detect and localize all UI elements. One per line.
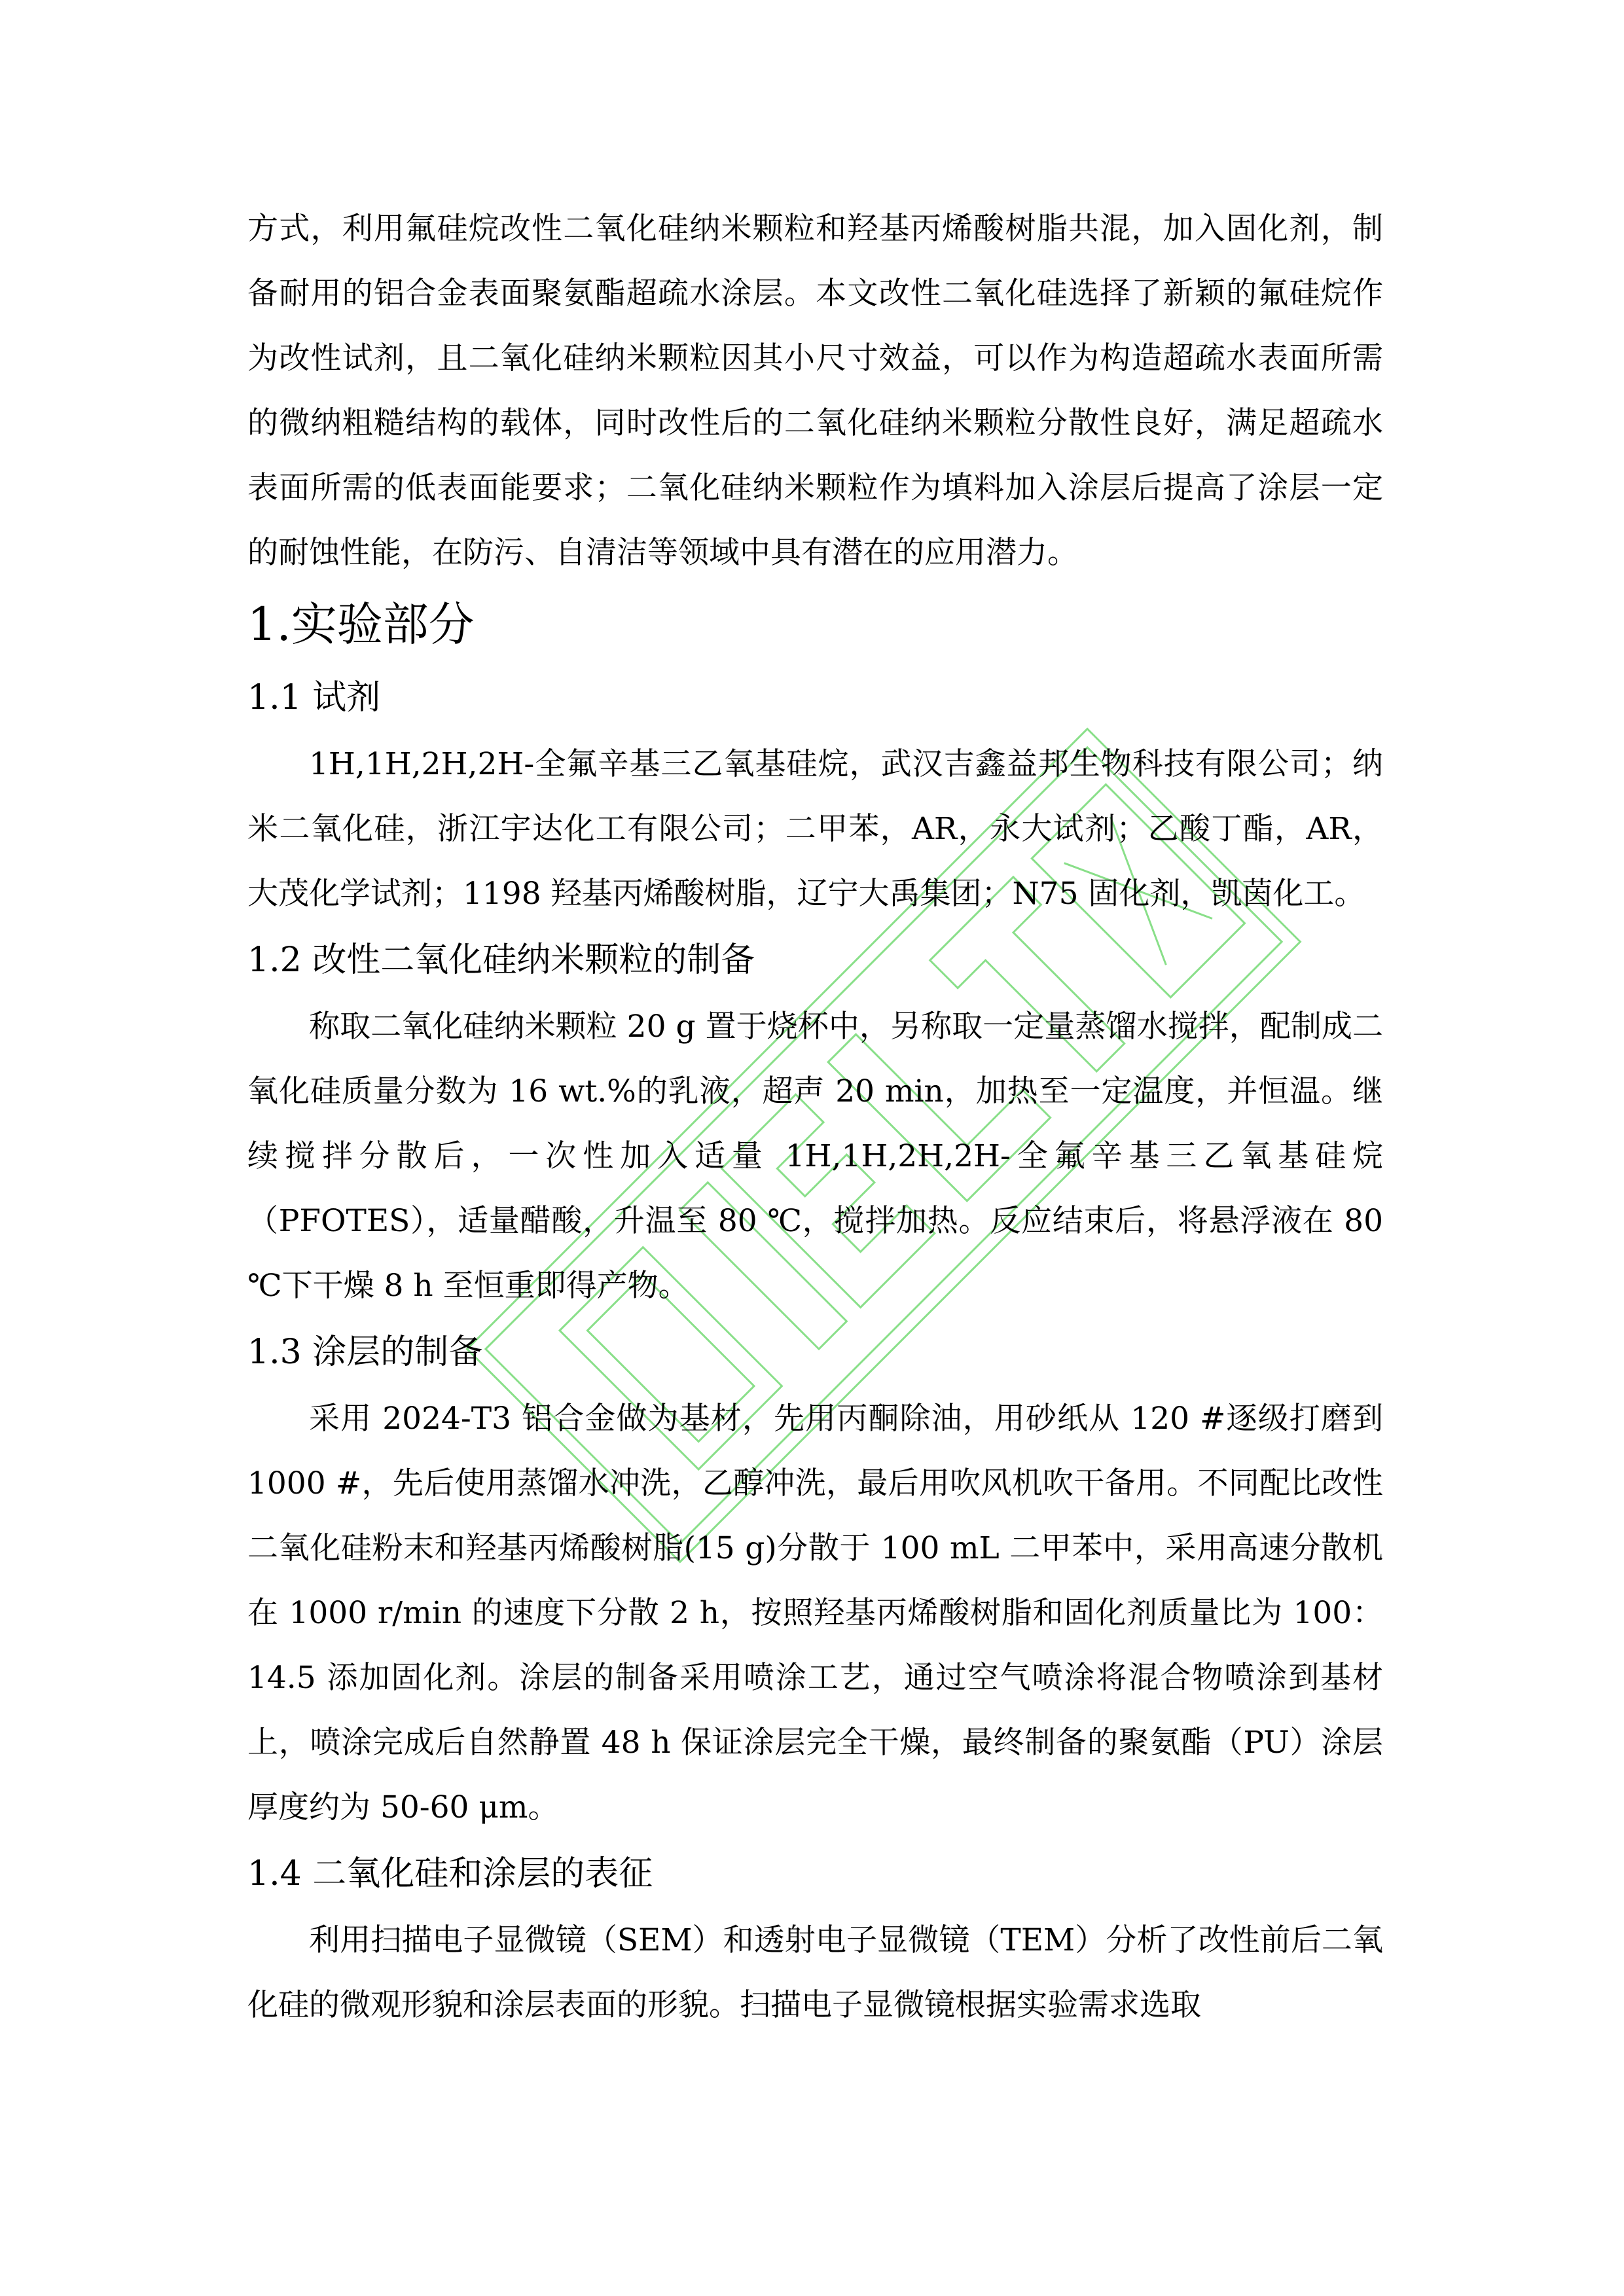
subsection-title-coating-prep: 1.3 涂层的制备: [247, 1333, 483, 1372]
subsection-title-nanoparticle-prep: 1.2 改性二氧化硅纳米颗粒的制备: [247, 941, 755, 980]
intro-paragraph: 方式，利用氟硅烷改性二氧化硅纳米颗粒和羟基丙烯酸树脂共混，加入固化剂，制备耐用的铝合金表面聚氨酯超疏水涂层。本文改性二氧化硅选择了新颖的氟硅烷作为改性试剂，且二氧化硅纳米颗粒因其小尺寸效益，可以作为构造超疏水表面所需的微纳粗糙结构的载体，同时改性后的二氧化硅纳米颗粒分散性良好，满足超疏水表面所需的低表面能要求；二氧化硅纳米颗粒作为填料加入涂层后提高了涂层一定的耐蚀性能，在防污、自清洁等领域中具有潜在的应用潜力。: [247, 211, 1383, 571]
section-title: 1.实验部分: [247, 598, 475, 651]
paragraph-characterization: 利用扫描电子显微镜（SEM）和透射电子显微镜（TEM）分析了改性前后二氧化硅的微观形貌和涂层表面的形貌。扫描电子显微镜根据实验需求选取: [247, 1922, 1383, 2023]
paragraph-nanoparticle-prep: 称取二氧化硅纳米颗粒 20 g 置于烧杯中，另称取一定量蒸馏水搅拌，配制成二氧化硅质量分数为 16 wt.%的乳液，超声 20 min，加热至一定温度，并恒温。继续搅拌分散后，一次性加入适量 1H,1H,2H,2H-全氟辛基三乙氧基硅烷（PFOTES），适量醋酸，升温至 80 ℃，搅拌加热。反应结束后，将悬浮液在 80 ℃下干燥 8 h 至恒重即得产物。: [247, 1009, 1383, 1304]
paragraph-reagents: 1H,1H,2H,2H-全氟辛基三乙氧基硅烷，武汉吉鑫益邦生物科技有限公司；纳米二氧化硅，浙江宇达化工有限公司；二甲苯，AR，永大试剂；乙酸丁酯，AR，大茂化学试剂；1198 羟基丙烯酸树脂，辽宁大禹集团；N75 固化剂，凯茵化工。: [247, 746, 1383, 912]
document-body: [247, 196, 1383, 2037]
paragraph-coating-prep: 采用 2024-T3 铝合金做为基材，先用丙酮除油，用砂纸从 120 #逐级打磨到 1000 #，先后使用蒸馏水冲洗，乙醇冲洗，最后用吹风机吹干备用。不同配比改性二氧化硅粉末和羟基丙烯酸树脂(15 g)分散于 100 mL 二甲苯中，采用高速分散机在 1000 r/min 的速度下分散 2 h，按照羟基丙烯酸树脂和固化剂质量比为 100：14.5 添加固化剂。涂层的制备采用喷涂工艺，通过空气喷涂将混合物喷涂到基材上，喷涂完成后自然静置 48 h 保证涂层完全干燥，最终制备的聚氨酯（PU）涂层厚度约为 50-60 μm。: [247, 1401, 1383, 1825]
subsection-title-reagents: 1.1 试剂: [247, 678, 381, 717]
subsection-title-characterization: 1.4 二氧化硅和涂层的表征: [247, 1854, 653, 1893]
